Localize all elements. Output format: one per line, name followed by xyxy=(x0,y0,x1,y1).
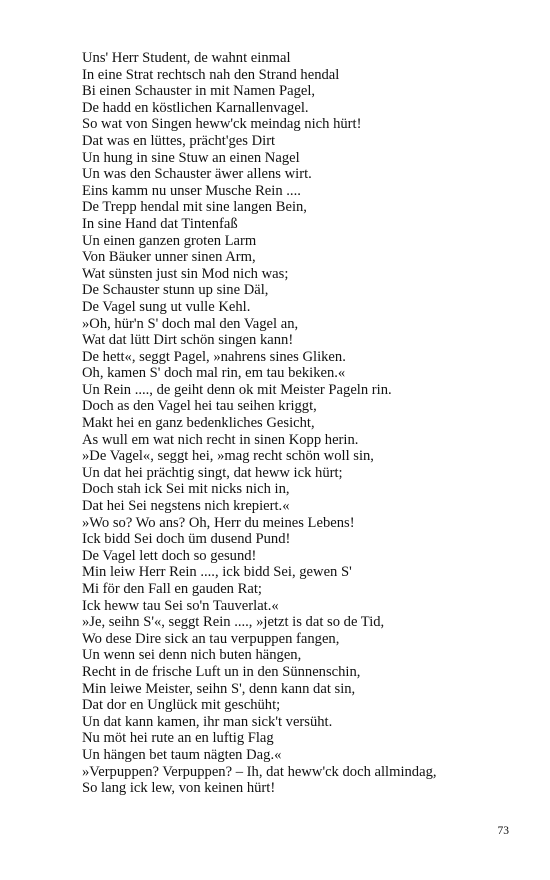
poem-line: Doch stah ick Sei mit nicks nich in, xyxy=(82,481,290,498)
poem-line: »Oh, hür'n S' doch mal den Vagel an, xyxy=(82,315,299,332)
poem-line: Un hängen bet taum nägten Dag.« xyxy=(82,746,282,763)
poem-line: Un Rein ...., de geiht denn ok mit Meister Pageln rin. xyxy=(82,381,392,398)
poem-line: As wull em wat nich recht in sinen Kopp herin. xyxy=(82,431,359,448)
poem-line: So lang ick lew, von keinen hürt! xyxy=(82,780,276,797)
poem-line: »Wo so? Wo ans? Oh, Herr du meines Lebens! xyxy=(82,514,355,531)
poem-line: Bi einen Schauster in mit Namen Pagel, xyxy=(82,83,316,100)
poem-line: Mi för den Fall en gauden Rat; xyxy=(82,581,262,597)
poem-line: Un einen ganzen groten Larm xyxy=(82,232,257,249)
poem-line: Un dat hei prächtig singt, dat heww ick hürt; xyxy=(82,464,343,481)
poem-line: De Vagel sung ut vulle Kehl. xyxy=(82,298,251,315)
poem-line: Un wenn sei denn nich buten hängen, xyxy=(82,647,302,664)
poem-line: »De Vagel«, seggt hei, »mag recht schön woll sin, xyxy=(82,448,374,465)
poem-line: Wat sünsten just sin Mod nich was; xyxy=(82,265,289,282)
poem-line: Nu möt hei rute an en luftig Flag xyxy=(82,730,274,747)
poem-line: Von Bäuker unner sinen Arm, xyxy=(82,249,256,266)
poem-line: Un was den Schauster äwer allens wirt. xyxy=(82,166,312,183)
poem-line: In eine Strat rechtsch nah den Strand hendal xyxy=(82,66,340,83)
poem-line: De Vagel lett doch so gesund! xyxy=(82,547,257,564)
poem-line: Min leiwe Meister, seihn S', denn kann dat sin, xyxy=(82,680,356,697)
poem-line: Ick heww tau Sei so'n Tauverlat.« xyxy=(82,597,279,614)
poem-line: Eins kamm nu unser Musche Rein .... xyxy=(82,182,301,199)
poem-line: De hett«, seggt Pagel, »nahrens sines Gliken. xyxy=(82,348,346,365)
poem-line: De Trepp hendal mit sine langen Bein, xyxy=(82,199,307,216)
poem-line: »Je, seihn S'«, seggt Rein ...., »jetzt is dat so de Tid, xyxy=(82,614,385,631)
poem-line: De Schauster stunn up sine Däl, xyxy=(82,282,269,299)
poem-line: »Verpuppen? Verpuppen? – Ih, dat heww'ck doch allmindag, xyxy=(82,763,437,780)
poem-line: Un hung in sine Stuw an einen Nagel xyxy=(82,149,300,166)
poem-line: Wat dat lütt Dirt schön singen kann! xyxy=(82,332,294,349)
poem-line: Dat hei Sei negstens nich krepiert.« xyxy=(82,498,290,515)
poem-line: Makt hei en ganz bedenkliches Gesicht, xyxy=(82,415,315,432)
poem-line: Ick bidd Sei doch üm dusend Pund! xyxy=(82,531,291,548)
poem-line: Un dat kann kamen, ihr man sick't versüht. xyxy=(82,713,333,730)
poem-line: Uns' Herr Student, de wahnt einmal xyxy=(82,50,291,66)
poem-line: Doch as den Vagel hei tau seihen kriggt, xyxy=(82,398,317,415)
poem-line: In sine Hand dat Tintenfaß xyxy=(82,215,238,232)
poem-line: So wat von Singen heww'ck meindag nich hürt! xyxy=(82,116,362,133)
poem-line: Wo dese Dire sick an tau verpuppen fangen, xyxy=(82,630,340,647)
poem-line: De hadd en köstlichen Karnallenvagel. xyxy=(82,99,309,116)
poem-line: Dat was en lüttes, prächt'ges Dirt xyxy=(82,132,276,149)
poem-text xyxy=(82,50,522,797)
poem-line: Oh, kamen S' doch mal rin, em tau bekiken.« xyxy=(82,365,346,382)
poem-line: Dat dor en Unglück mit geschüht; xyxy=(82,697,281,714)
poem-line: Recht in de frische Luft un in den Sünnenschin, xyxy=(82,663,361,680)
poem-line: Min leiw Herr Rein ...., ick bidd Sei, gewen S' xyxy=(82,564,352,581)
page-number: 73 xyxy=(497,825,509,837)
